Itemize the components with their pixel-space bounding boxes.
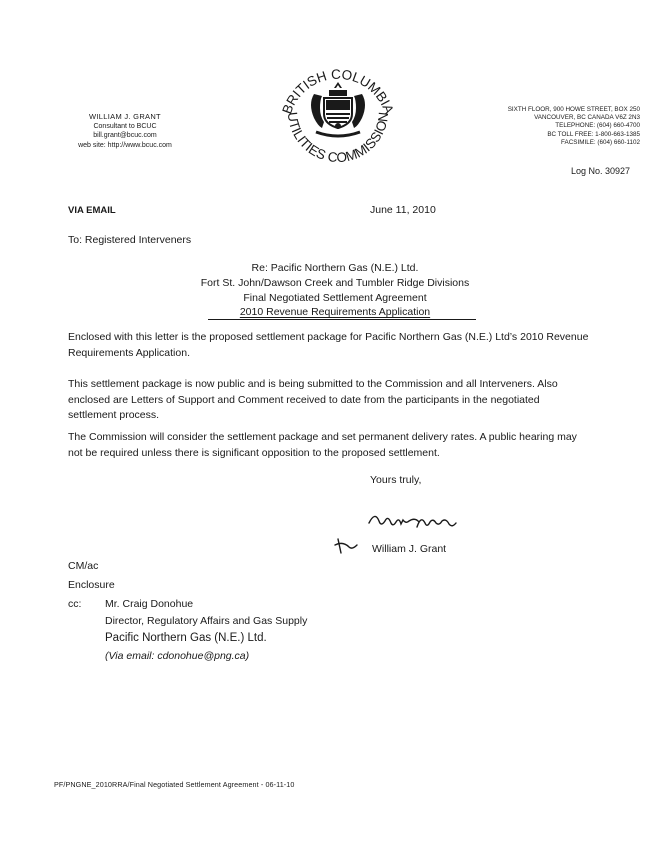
letterhead-left [40,112,210,150]
p3-line-1: The Commission will consider the settlement package and set permanent delivery rates. A public hearing may [68,431,577,443]
closing: Yours truly, [370,474,422,486]
letter-date: June 11, 2010 [370,204,436,216]
signer-name: William J. Grant [372,543,447,555]
p1-line-2: Requirements Application. [68,346,190,359]
enclosure-note: Enclosure [68,579,115,591]
p2-line-1: This settlement package is now public and is being submitted to the Commission and all Interveners. Also [68,378,558,390]
p2-line-2: enclosed are Letters of Support and Comment received to date from the participants in the negotiated [68,393,540,406]
recipient-line: To: Registered Interveners [68,234,192,246]
paragraph-3 [68,430,614,461]
bcuc-seal-logo [268,40,408,180]
re-underline-rule [208,319,476,320]
sender-name: WILLIAM J. GRANT [89,112,161,121]
seal-text-top: BRITISH COLUMBIA [279,66,397,116]
re-line-4 [150,306,520,318]
delivery-method: VIA EMAIL [68,205,116,216]
p1-line-1: Enclosed with this letter is the proposed settlement package for Pacific Northern Gas (N.E.) Ltd’s 2010 Revenue [68,331,589,343]
p2-line-3: settlement process. [68,409,160,421]
p3-line-2: not be required unless there is significant opposition to the proposed settlement. [68,446,440,459]
log-number: Log No. 30927 [570,166,630,176]
facsimile: FACSIMILE: (604) 660-1102 [561,138,640,146]
re-line-1: Re: Pacific Northern Gas (N.E.) Ltd. [251,262,419,274]
telephone: TELEPHONE: (604) 660-4700 [555,122,640,130]
sender-website: web site: http://www.bcuc.com [78,141,172,149]
signature-image [365,505,475,539]
toll-free: BC TOLL FREE: 1-800-663-1385 [547,130,640,138]
re-line-2: Fort St. John/Dawson Creek and Tumbler Ridge Divisions [200,277,470,289]
seal-text-bottom: UTILITIES COMMISSION [284,111,392,166]
cc-company: Pacific Northern Gas (N.E.) Ltd. [105,632,267,644]
cc-name: Mr. Craig Donohue [105,598,194,610]
letterhead-right [440,106,640,147]
cc-label: cc: [68,598,82,610]
coat-of-arms-icon [311,82,365,136]
paragraph-1 [68,330,614,361]
re-line-4-text: 2010 Revenue Requirements Application [239,306,431,318]
cc-email: (Via email: cdonohue@png.ca) [105,650,250,662]
address-line-2: VANCOUVER, BC CANADA V6Z 2N3 [534,114,640,122]
footer-file-reference: PF/PNGNE_2010RRA/Final Negotiated Settlement Agreement - 06-11-10 [54,780,295,789]
sender-email: bill.grant@bcuc.com [93,132,157,139]
address-line-1: SIXTH FLOOR, 900 HOWE STREET, BOX 250 [507,106,640,113]
paragraph-2 [68,377,614,424]
initials: CM/ac [68,560,99,572]
per-procuration-mark [332,535,362,557]
sender-title: Consultant to BCUC [93,122,157,130]
cc-title: Director, Regulatory Affairs and Gas Supply [105,615,308,627]
re-line-3: Final Negotiated Settlement Agreement [243,292,427,304]
